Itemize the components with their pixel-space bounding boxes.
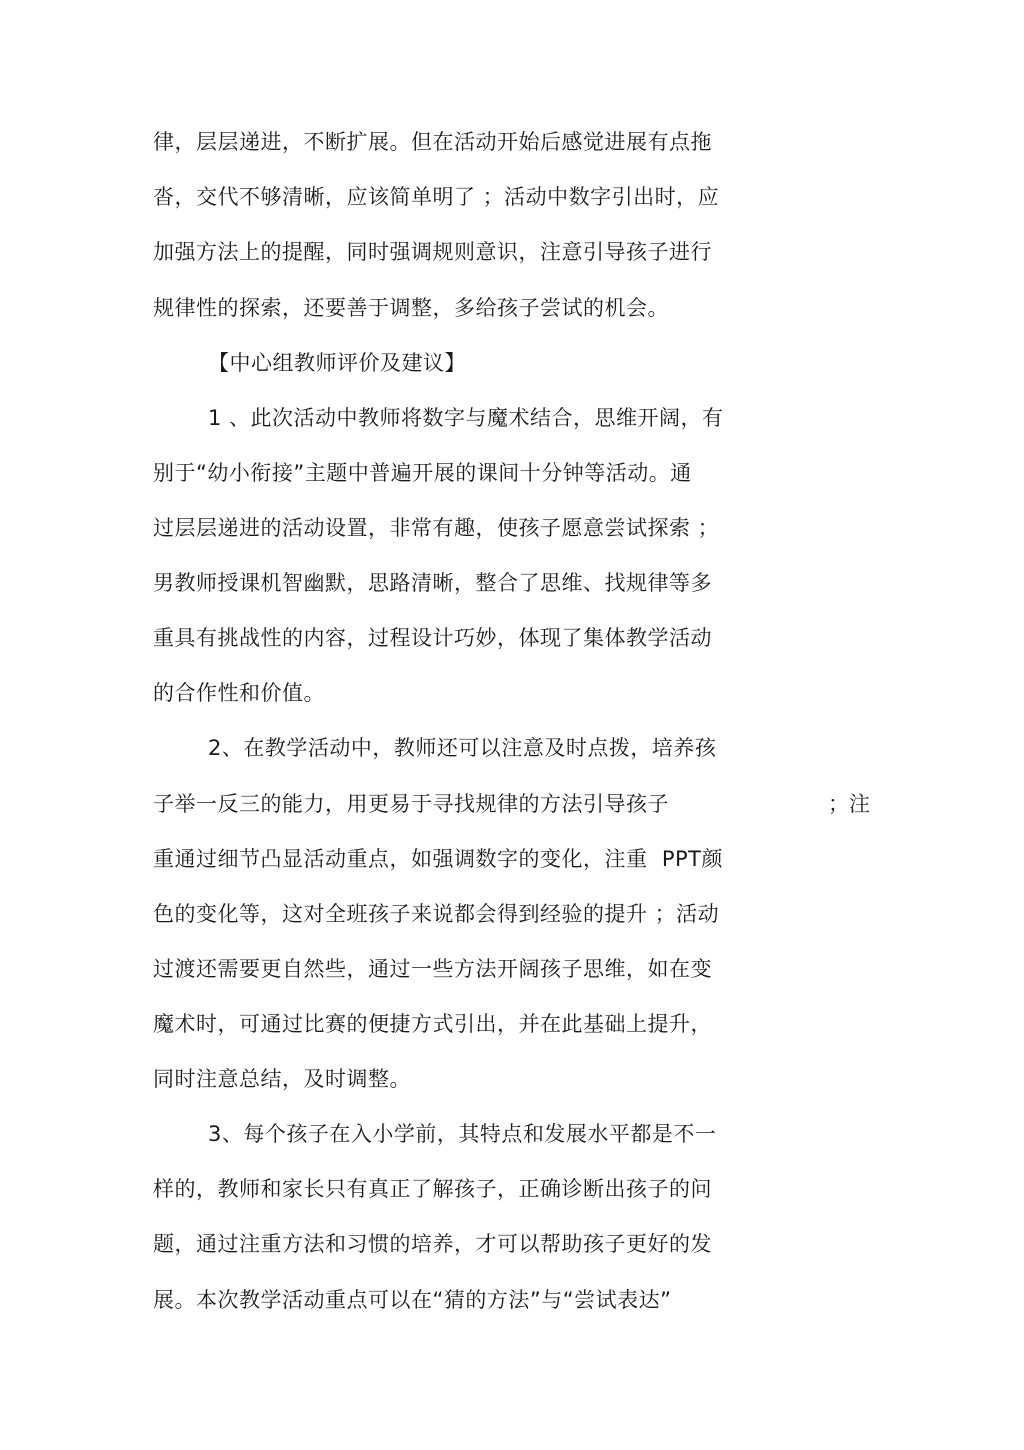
paragraph-line: 同时注意总结，及时调整。 [153,1067,411,1091]
paragraph-line: 3、每个孩子在入小学前，其特点和发展水平都是不一 [208,1122,717,1146]
paragraph-line: 别于“幼小衔接”主题中普遍开展的课间十分钟等活动。通 [153,461,692,485]
paragraph-line: 1 、此次活动中教师将数字与魔术结合，思维开阔，有 [208,406,724,430]
paragraph-line: 展。本次教学活动重点可以在“猜的方法”与“尝试表达” [153,1288,672,1312]
paragraph-line: 加强方法上的提醒，同时强调规则意识，注意引导孩子进行 [153,240,712,264]
paragraph-line: 过层层递进的活动设置，非常有趣，使孩子愿意尝试探索 ； [153,516,720,540]
paragraph-line: 律，层层递进，不断扩展。但在活动开始后感觉进展有点拖 [153,130,712,154]
paragraph-line: 色的变化等，这对全班孩子来说都会得到经验的提升 ；活动 [153,902,720,926]
paragraph-line-fragment: ；注 [828,792,870,816]
paragraph-line: 重具有挑战性的内容，过程设计巧妙，体现了集体教学活动 [153,626,712,650]
paragraph-line: 男教师授课机智幽默，思路清晰，整合了思维、找规律等多 [153,571,712,595]
paragraph-line: 规律性的探索，还要善于调整，多给孩子尝试的机会。 [153,296,669,320]
section-heading: 【中心组教师评价及建议】 [208,351,466,375]
paragraph-line: 题，通过注重方法和习惯的培养，才可以帮助孩子更好的发 [153,1232,712,1256]
paragraph-line: 2、在教学活动中，教师还可以注意及时点拨，培养孩 [208,736,717,760]
paragraph-line: 过渡还需要更自然些，通过一些方法开阔孩子思维，如在变 [153,957,712,981]
paragraph-line: 子举一反三的能力，用更易于寻找规律的方法引导孩子 [153,792,669,816]
paragraph-line: 样的，教师和家长只有真正了解孩子，正确诊断出孩子的问 [153,1177,712,1201]
paragraph-line: 的合作性和价值。 [153,681,325,705]
paragraph-line: 沓，交代不够清晰，应该简单明了 ；活动中数字引出时，应 [153,185,720,209]
paragraph-line: 魔术时，可通过比赛的便捷方式引出，并在此基础上提升， [153,1012,712,1036]
paragraph-line: 重通过细节凸显活动重点，如强调数字的变化，注重 PPT颜 [153,847,724,871]
